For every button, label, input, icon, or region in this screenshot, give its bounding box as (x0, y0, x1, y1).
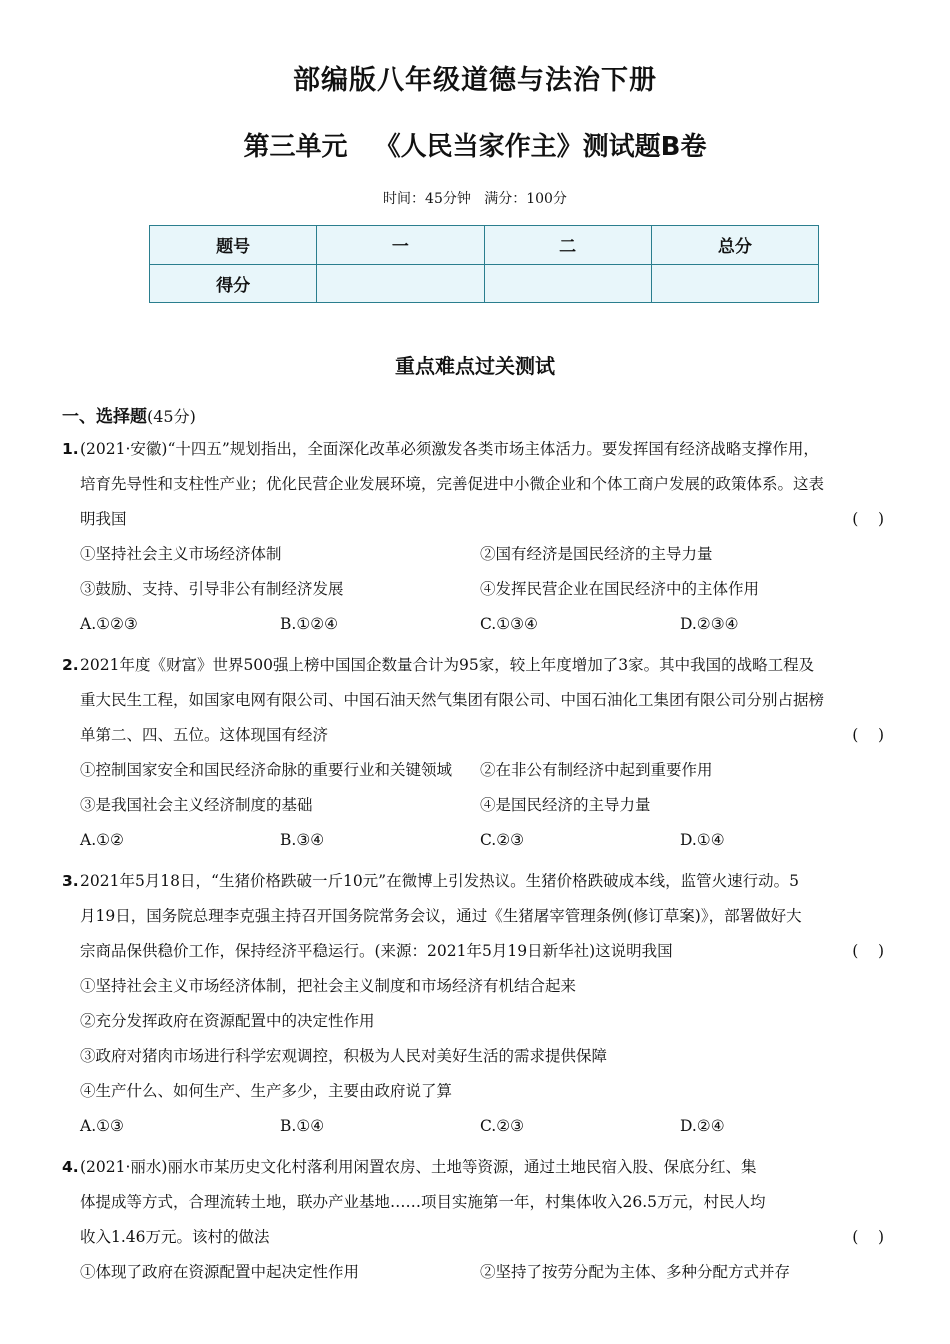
question-line (62, 899, 894, 934)
statement-row (62, 572, 894, 607)
option-d[interactable]: D.②④ (680, 1117, 725, 1135)
statement: ③政府对猪肉市场进行科学宏观调控，积极为人民对美好生活的需求提供保障 (80, 1047, 608, 1065)
statement-row (62, 753, 894, 788)
score-cell: 二 (484, 226, 651, 265)
part-heading (62, 402, 196, 427)
answer-blank[interactable]: ( ) (852, 726, 884, 744)
score-cell: 题号 (150, 226, 317, 265)
part-points: (45分) (147, 407, 196, 426)
statement-row (62, 537, 894, 572)
statement: ②充分发挥政府在资源配置中的决定性作用 (80, 1012, 375, 1030)
option-a[interactable]: A.①② (80, 831, 124, 849)
question-text: 明我国 (80, 510, 127, 528)
question-number: 2. (62, 656, 79, 674)
score-cell: 一 (317, 226, 484, 265)
statement: ②坚持了按劳分配为主体、多种分配方式并存 (480, 1263, 791, 1281)
document-subtitle: 第三单元 《人民当家作主》测试题B卷 (243, 132, 707, 162)
option-c[interactable]: C.①③④ (480, 615, 538, 633)
question-text: 收入1.46万元。该村的做法 (80, 1228, 270, 1246)
statement: ①体现了政府在资源配置中起决定性作用 (80, 1263, 360, 1281)
question-text: 体提成等方式，合理流转土地，联办产业基地……项目实施第一年，村集体收入26.5万元，村民人均 (80, 1193, 766, 1211)
statement: ③是我国社会主义经济制度的基础 (80, 796, 313, 814)
question-line (62, 1185, 894, 1220)
statement: ②在非公有制经济中起到重要作用 (480, 761, 713, 779)
answer-blank[interactable]: ( ) (852, 1228, 884, 1246)
statement-row (62, 788, 894, 823)
question-line (62, 934, 894, 969)
exam-meta: 时间：45分钟 满分：100分 (383, 191, 567, 207)
statement: ③鼓励、支持、引导非公有制经济发展 (80, 580, 344, 598)
question-text: (2021·丽水)丽水市某历史文化村落利用闲置农房、土地等资源，通过土地民宿入股、保底分红、集 (80, 1158, 757, 1176)
question-line (62, 432, 894, 467)
score-input-cell[interactable] (317, 264, 484, 303)
section-title: 重点难点过关测试 (395, 354, 555, 378)
question-text: 宗商品保供稳价工作，保持经济平稳运行。(来源：2021年5月19日新华社)这说明我国 (80, 942, 673, 960)
option-c[interactable]: C.②③ (480, 1117, 525, 1135)
score-input-cell[interactable] (651, 264, 818, 303)
options-row (62, 607, 894, 642)
question-text: 重大民生工程，如国家电网有限公司、中国石油天然气集团有限公司、中国石油化工集团有限公司分别占据榜 (80, 691, 825, 709)
statement-row (62, 1255, 894, 1290)
answer-blank[interactable]: ( ) (852, 942, 884, 960)
question-line (62, 718, 894, 753)
option-b[interactable]: B.①②④ (280, 615, 339, 633)
question-line (62, 1220, 894, 1255)
option-c[interactable]: C.②③ (480, 831, 525, 849)
question-number: 3. (62, 872, 79, 890)
option-b[interactable]: B.①④ (280, 1117, 325, 1135)
statement: ①坚持社会主义市场经济体制，把社会主义制度和市场经济有机结合起来 (80, 977, 577, 995)
score-cell: 总分 (651, 226, 818, 265)
score-table (149, 225, 819, 303)
answer-blank[interactable]: ( ) (852, 510, 884, 528)
options-row (62, 823, 894, 858)
option-d[interactable]: D.①④ (680, 831, 725, 849)
score-table-score-row (150, 264, 819, 303)
score-cell: 得分 (150, 264, 317, 303)
statement: ④生产什么、如何生产、生产多少，主要由政府说了算 (80, 1082, 453, 1100)
question-line (62, 648, 894, 683)
question-2 (62, 648, 894, 858)
question-4 (62, 1150, 894, 1290)
part-label: 一、选择题 (62, 407, 147, 427)
question-line (62, 467, 894, 502)
options-row (62, 1109, 894, 1144)
option-a[interactable]: A.①②③ (80, 615, 138, 633)
statement: ④是国民经济的主导力量 (480, 796, 651, 814)
question-number: 4. (62, 1158, 79, 1176)
question-text: 单第二、四、五位。这体现国有经济 (80, 726, 329, 744)
document-title: 部编版八年级道德与法治下册 (293, 65, 657, 96)
question-line (62, 864, 894, 899)
score-input-cell[interactable] (484, 264, 651, 303)
option-b[interactable]: B.③④ (280, 831, 325, 849)
question-1 (62, 432, 894, 642)
statement: ①坚持社会主义市场经济体制 (80, 545, 282, 563)
statement: ①控制国家安全和国民经济命脉的重要行业和关键领域 (80, 761, 453, 779)
question-3 (62, 864, 894, 1144)
option-d[interactable]: D.②③④ (680, 615, 739, 633)
score-table-header-row (150, 226, 819, 265)
question-line (62, 1150, 894, 1185)
statement: ④发挥民营企业在国民经济中的主体作用 (480, 580, 760, 598)
question-text: 培育先导性和支柱性产业；优化民营企业发展环境，完善促进中小微企业和个体工商户发展的政策体系。这表 (80, 475, 825, 493)
question-text: 月19日，国务院总理李克强主持召开国务院常务会议，通过《生猪屠宰管理条例(修订草案)》，部署做好大 (80, 907, 802, 925)
option-a[interactable]: A.①③ (80, 1117, 124, 1135)
question-text: 2021年5月18日，“生猪价格跌破一斤10元”在微博上引发热议。生猪价格跌破成本线，监管火速行动。5 (80, 872, 799, 890)
question-line (62, 683, 894, 718)
statement: ②国有经济是国民经济的主导力量 (480, 545, 713, 563)
question-number: 1. (62, 440, 79, 458)
question-line (62, 502, 894, 537)
question-text: 2021年度《财富》世界500强上榜中国国企数量合计为95家，较上年度增加了3家。其中我国的战略工程及 (80, 656, 815, 674)
question-text: (2021·安徽)“十四五”规划指出，全面深化改革必须激发各类市场主体活力。要发挥国有经济战略支撑作用， (80, 440, 819, 458)
